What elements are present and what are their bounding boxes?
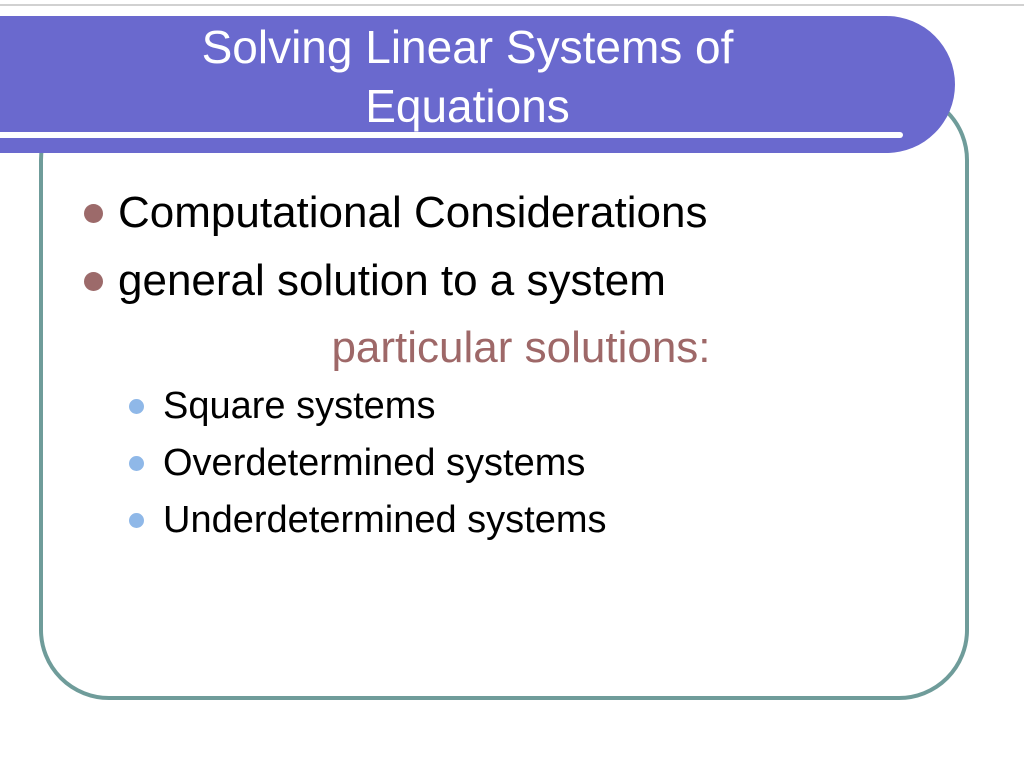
- bullet-label: Overdetermined systems: [163, 441, 586, 484]
- bullet-item-level2: [129, 382, 435, 430]
- slide-top-edge-line: [0, 4, 1024, 6]
- slide-title: [0, 18, 935, 136]
- bullet-dot-icon: [129, 513, 144, 528]
- bullet-item-level1: [84, 185, 707, 241]
- bullet-dot-icon: [129, 456, 144, 471]
- centered-accent-line: particular solutions:: [331, 323, 711, 372]
- bullet-label: Computational Considerations: [118, 188, 708, 237]
- bullet-label: Square systems: [163, 384, 436, 427]
- slide-title-line1: Solving Linear Systems of: [201, 21, 734, 73]
- slide-title-line2: Equations: [365, 80, 570, 132]
- bullet-dot-icon: [84, 204, 103, 223]
- bullet-item-level2: [129, 439, 585, 487]
- bullet-label: general solution to a system: [118, 256, 666, 305]
- bullet-label: Underdetermined systems: [163, 498, 607, 541]
- bullet-item-level1: [84, 253, 666, 309]
- title-underline: [0, 132, 903, 138]
- bullet-dot-icon: [129, 399, 144, 414]
- bullet-item-level2: [129, 496, 607, 544]
- bullet-dot-icon: [84, 272, 103, 291]
